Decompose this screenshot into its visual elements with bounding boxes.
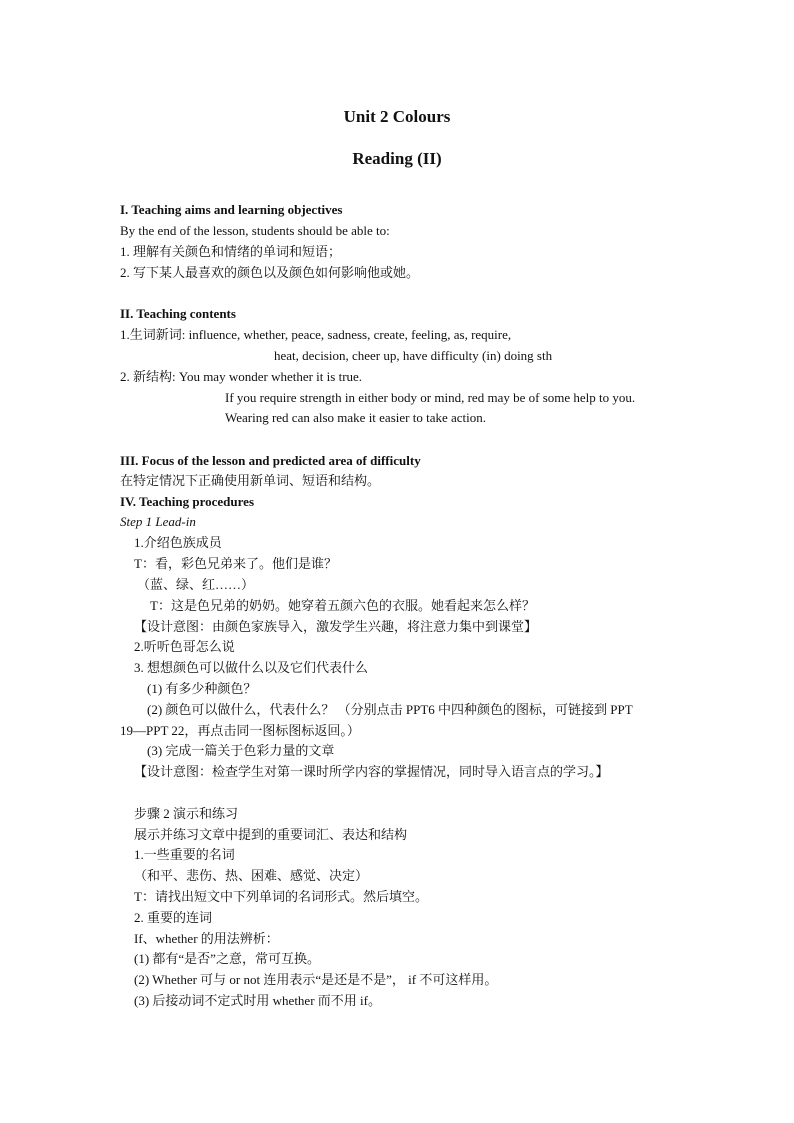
section-2-heading: II. Teaching contents [120,306,236,321]
step-1-line: （蓝、绿、红……） [137,577,255,592]
vocab-line: heat, decision, cheer up, have difficulty (in) doing sth [274,348,553,363]
step-2-line: T：请找出短文中下列单词的名词形式。然后填空。 [134,889,428,904]
document-subtitle: Reading (II) [352,149,442,168]
step-2-line: If、whether 的用法辨析： [134,931,279,946]
step-1-line: (1) 有多少种颜色？ [147,681,257,696]
vocab-line: 1.生词新词: influence, whether, peace, sadness, create, feeling, as, require, [120,327,512,342]
step-2-line: (1) 都有“是否”之意，常可互换。 [134,951,320,966]
step-1-line: T：看，彩色兄弟来了。他们是谁？ [134,556,337,571]
section-1-heading: I. Teaching aims and learning objectives [120,202,343,217]
step-1-line: 19—PPT 22，再点击同一图标图标返回。） [120,723,360,738]
structure-line: 2. 新结构: You may wonder whether it is true. [120,369,363,384]
design-intent-note: 【设计意图：检查学生对第一课时所学内容的掌握情况，同时导入语言点的学习。】 [134,764,609,779]
step-2-line: （和平、悲伤、热、困难、感觉、决定） [134,868,369,883]
step-1-line: 2.听听色哥怎么说 [134,639,235,654]
step-1-line: (2) 颜色可以做什么，代表什么？ （分别点击 PPT6 中四种颜色的图标，可链接到 PPT [147,702,633,717]
step-1-line: 1.介绍色族成员 [134,535,222,550]
step-1-line: T：这是色兄弟的奶奶。她穿着五颜六色的衣服。她看起来怎么样？ [150,598,535,613]
step-2-line: (3) 后接动词不定式时用 whether 而不用 if。 [134,993,381,1008]
section-3-heading: III. Focus of the lesson and predicted area of difficulty [120,453,421,468]
section-1-item: 2. 写下某人最喜欢的颜色以及颜色如何影响他或她。 [120,265,420,280]
document-title: Unit 2 Colours [343,107,451,126]
step-1-label: Step 1 Lead-in [120,514,196,529]
step-2-line: 2. 重要的连词 [134,910,213,925]
structure-line: Wearing red can also make it easier to take action. [225,410,487,425]
design-intent-note: 【设计意图：由颜色家族导入，激发学生兴趣，将注意力集中到课堂】 [134,619,538,634]
step-2-label: 步骤 2 演示和练习 [134,806,239,821]
step-1-line: (3) 完成一篇关于色彩力量的文章 [147,743,335,758]
step-1-line: 3. 想想颜色可以做什么以及它们代表什么 [134,660,369,675]
section-3-text: 在特定情况下正确使用新单词、短语和结构。 [120,473,381,488]
step-2-line: 展示并练习文章中提到的重要词汇、表达和结构 [134,827,408,842]
section-1-item: 1. 理解有关颜色和情绪的单词和短语； [120,244,342,259]
step-2-line: 1.一些重要的名词 [134,847,235,862]
section-1-intro: By the end of the lesson, students should be able to: [120,223,390,238]
structure-line: If you require strength in either body or mind, red may be of some help to you. [225,390,636,405]
section-4-heading: IV. Teaching procedures [120,494,255,509]
step-2-line: (2) Whether 可与 or not 连用表示“是还是不是”， if 不可这样用。 [134,972,498,987]
